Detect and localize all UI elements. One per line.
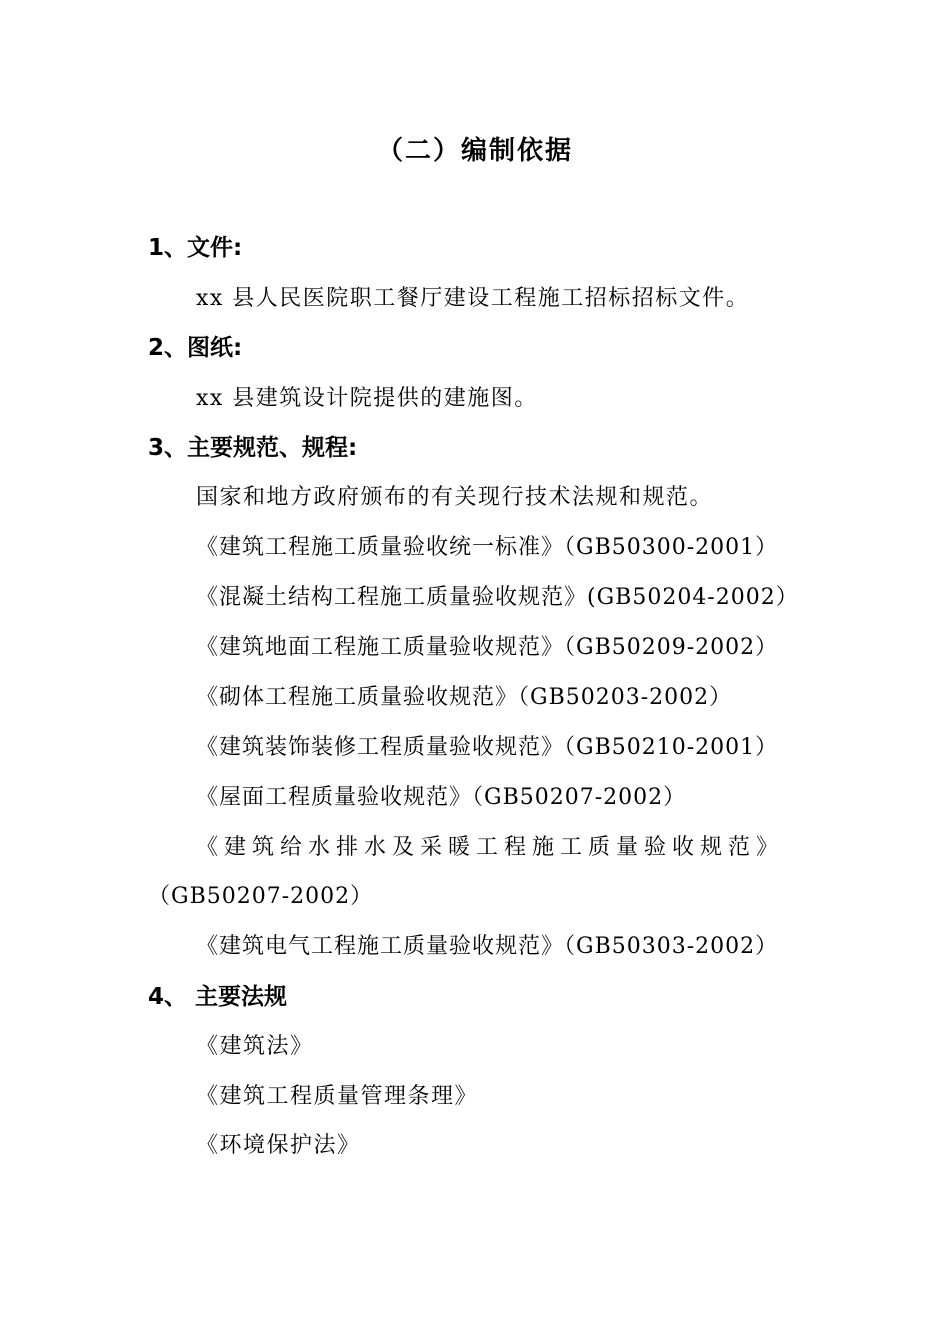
regulation-item: 《建筑工程质量管理条理》 bbox=[196, 1084, 479, 1109]
standard-item: 《建筑地面工程施工质量验收规范》（GB50209-2002） bbox=[196, 635, 779, 660]
standard-item: 《屋面工程质量验收规范》（GB50207-2002） bbox=[196, 785, 687, 810]
standard-item: 《砌体工程施工质量验收规范》（GB50203-2002） bbox=[196, 685, 733, 710]
document-item: xx 县人民医院职工餐厅建设工程施工招标招标文件。 bbox=[196, 286, 750, 311]
drawing-item: xx 县建筑设计院提供的建施图。 bbox=[196, 386, 538, 411]
regulation-item: 《建筑法》 bbox=[196, 1034, 314, 1059]
standard-item: 《建筑装饰装修工程质量验收规范》（GB50210-2001） bbox=[196, 735, 779, 760]
section-heading-regulations: 4、 主要法规 bbox=[148, 984, 288, 1010]
standard-item: 《混凝土结构工程施工质量验收规范》(GB50204-2002） bbox=[196, 585, 799, 610]
standard-item: 《建筑给水排水及采暖工程施工质量验收规范》 bbox=[196, 835, 785, 860]
section-heading-documents: 1、文件: bbox=[148, 235, 243, 261]
standard-item: 《建筑工程施工质量验收统一标准》（GB50300-2001） bbox=[196, 535, 779, 560]
standard-item: 《建筑电气工程施工质量验收规范》（GB50303-2002） bbox=[196, 934, 779, 959]
standard-item-continuation: （GB50207-2002） bbox=[148, 884, 374, 909]
standards-intro: 国家和地方政府颁布的有关现行技术法规和规范。 bbox=[196, 485, 714, 510]
section-heading-standards: 3、主要规范、规程: bbox=[148, 435, 358, 461]
regulation-item: 《环境保护法》 bbox=[196, 1133, 361, 1158]
section-heading-drawings: 2、图纸: bbox=[148, 335, 243, 361]
page-title: （二）编制依据 bbox=[376, 136, 573, 166]
